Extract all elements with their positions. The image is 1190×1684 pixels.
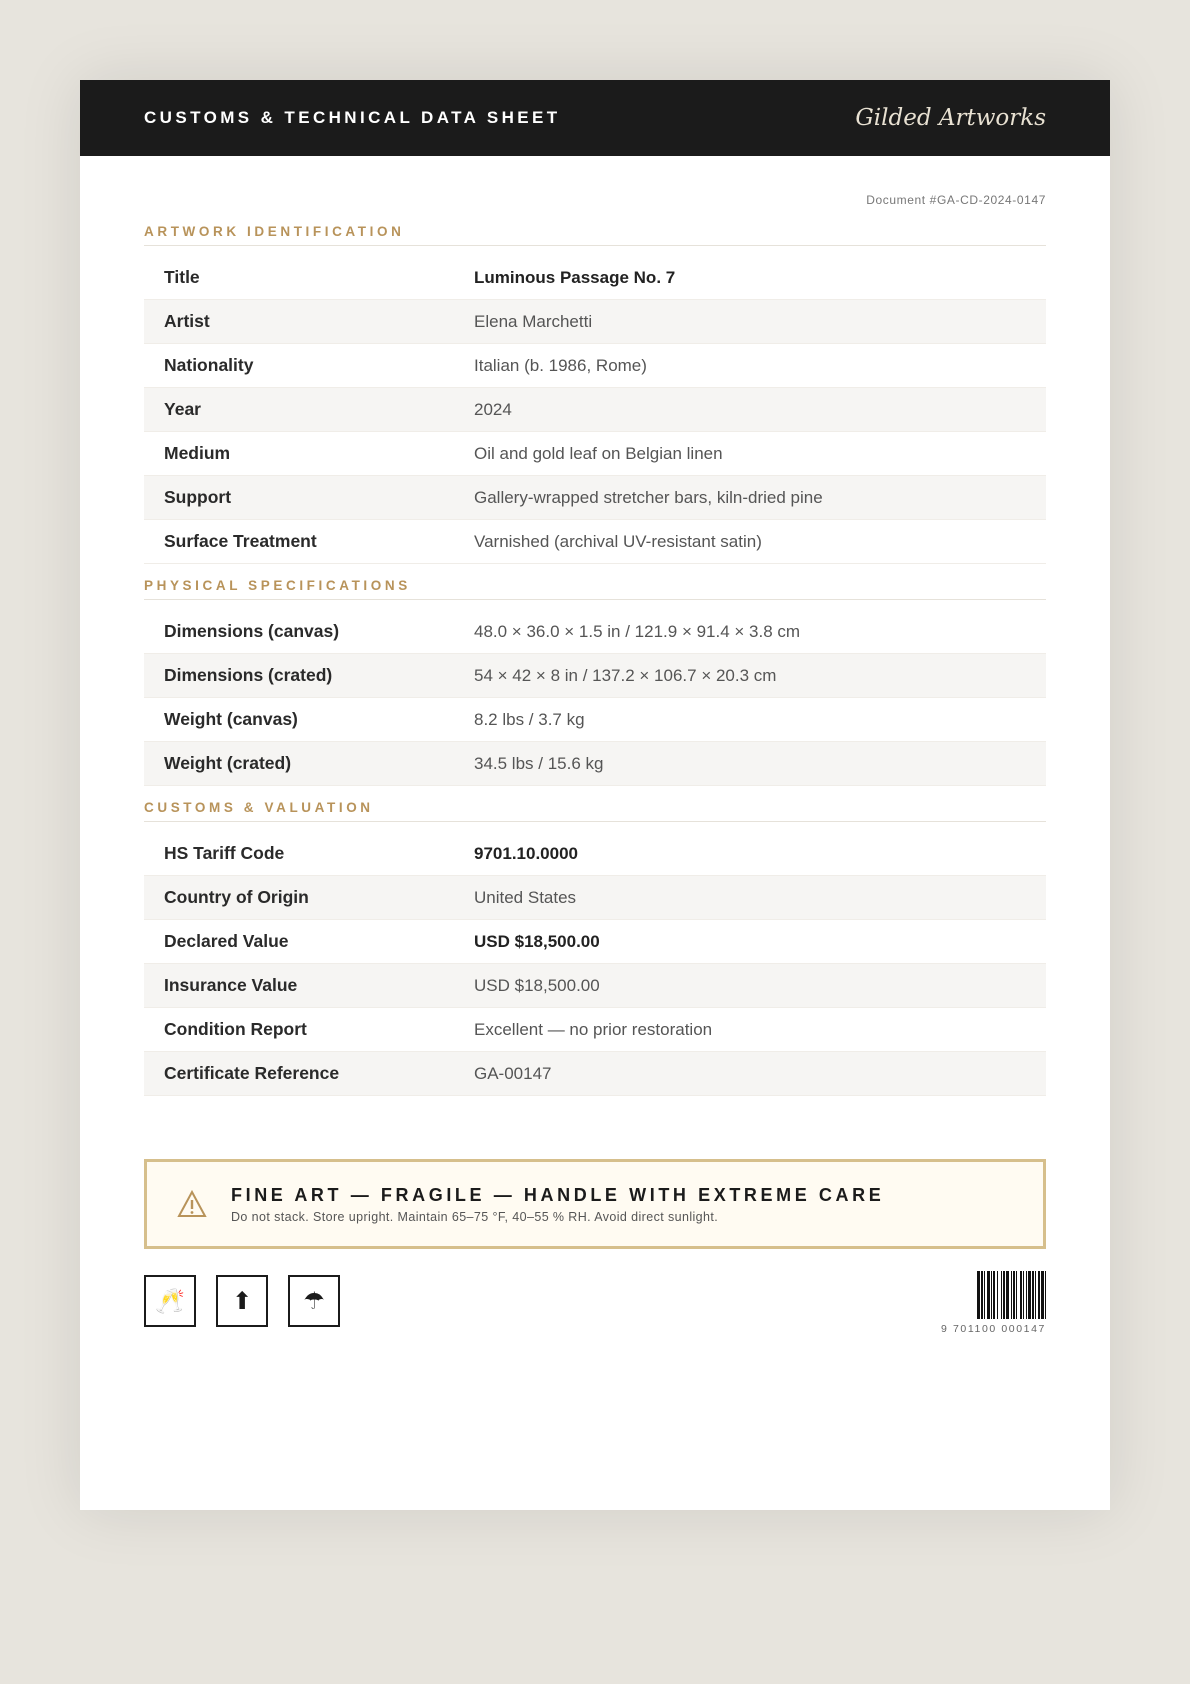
row-label: HS Tariff Code (164, 843, 285, 863)
table-row (144, 1052, 1046, 1096)
table-row (144, 300, 1046, 344)
row-value: Excellent — no prior restoration (474, 1019, 713, 1039)
row-label: Support (164, 487, 232, 507)
row-value: Luminous Passage No. 7 (474, 267, 676, 287)
table-row (144, 832, 1046, 876)
row-label: Weight (crated) (164, 753, 292, 773)
fragile-glass-icon: 🥂 (144, 1275, 196, 1327)
barcode-bar (1045, 1271, 1046, 1319)
row-label: Country of Origin (164, 887, 309, 907)
table-row (144, 742, 1046, 786)
document-number: Document #GA-CD-2024-0147 (866, 193, 1046, 207)
row-label: Declared Value (164, 931, 289, 951)
row-label: Year (164, 399, 201, 419)
row-value: GA-00147 (474, 1063, 552, 1083)
sheet-content (80, 156, 1110, 1341)
table-row (144, 432, 1046, 476)
warning-subtext: Do not stack. Store upright. Maintain 65–75 °F, 40–55 % RH. Avoid direct sunlight. (231, 1209, 719, 1224)
section-title: CUSTOMS & VALUATION (144, 800, 1046, 822)
row-label: Title (164, 267, 200, 287)
row-value: Varnished (archival UV-resistant satin) (474, 531, 762, 551)
table-row (144, 920, 1046, 964)
fragile-warning-box (144, 1159, 1046, 1249)
section-rows (144, 610, 1046, 786)
table-row (144, 610, 1046, 654)
row-value: Gallery-wrapped stretcher bars, kiln-dried pine (474, 487, 823, 507)
this-way-up-arrow-icon: ⬆ (216, 1275, 268, 1327)
table-row (144, 344, 1046, 388)
table-row (144, 520, 1046, 564)
sheet-header (80, 80, 1110, 156)
row-value: Elena Marchetti (474, 311, 593, 331)
row-value: 8.2 lbs / 3.7 kg (474, 709, 585, 729)
warning-triangle-icon (177, 1190, 207, 1218)
warning-heading: FINE ART — FRAGILE — HANDLE WITH EXTREME CARE (231, 1184, 885, 1205)
table-row (144, 876, 1046, 920)
table-row (144, 388, 1046, 432)
data-sheet (80, 80, 1110, 1510)
row-value: Oil and gold leaf on Belgian linen (474, 443, 723, 463)
table-row (144, 698, 1046, 742)
row-value: Italian (b. 1986, Rome) (474, 355, 647, 375)
row-label: Condition Report (164, 1019, 307, 1039)
section-rows (144, 832, 1046, 1096)
warning-text (231, 1185, 884, 1224)
row-value: 54 × 42 × 8 in / 137.2 × 106.7 × 20.3 cm (474, 665, 777, 685)
row-label: Weight (canvas) (164, 709, 298, 729)
row-label: Artist (164, 311, 210, 331)
handling-footer (144, 1271, 1046, 1341)
row-label: Nationality (164, 355, 254, 375)
row-value: USD $18,500.00 (474, 975, 600, 995)
table-row (144, 964, 1046, 1008)
row-value: USD $18,500.00 (474, 931, 600, 951)
row-label: Certificate Reference (164, 1063, 340, 1083)
row-label: Dimensions (crated) (164, 665, 333, 685)
section-rows (144, 256, 1046, 564)
table-row (144, 256, 1046, 300)
table-row (144, 476, 1046, 520)
sheet-title: CUSTOMS & TECHNICAL DATA SHEET (144, 108, 561, 127)
section-title: ARTWORK IDENTIFICATION (144, 224, 1046, 246)
sections (144, 224, 1046, 1096)
barcode (888, 1271, 1046, 1335)
barcode-caption: 9 701100 000147 (941, 1323, 1046, 1335)
barcode-bars (888, 1271, 1046, 1319)
keep-dry-umbrella-icon: ☂ (288, 1275, 340, 1327)
row-value: 34.5 lbs / 15.6 kg (474, 753, 604, 773)
table-row (144, 654, 1046, 698)
row-label: Medium (164, 443, 231, 463)
table-row (144, 1008, 1046, 1052)
row-value: 9701.10.0000 (474, 843, 578, 863)
row-label: Dimensions (canvas) (164, 621, 340, 641)
row-label: Insurance Value (164, 975, 298, 995)
row-value: 48.0 × 36.0 × 1.5 in / 121.9 × 91.4 × 3.8 cm (474, 621, 801, 641)
row-value: United States (474, 887, 577, 907)
row-value: 2024 (474, 399, 512, 419)
row-label: Surface Treatment (164, 531, 317, 551)
brand-name: Gilded Artworks (855, 105, 1046, 131)
section-title: PHYSICAL SPECIFICATIONS (144, 578, 1046, 600)
